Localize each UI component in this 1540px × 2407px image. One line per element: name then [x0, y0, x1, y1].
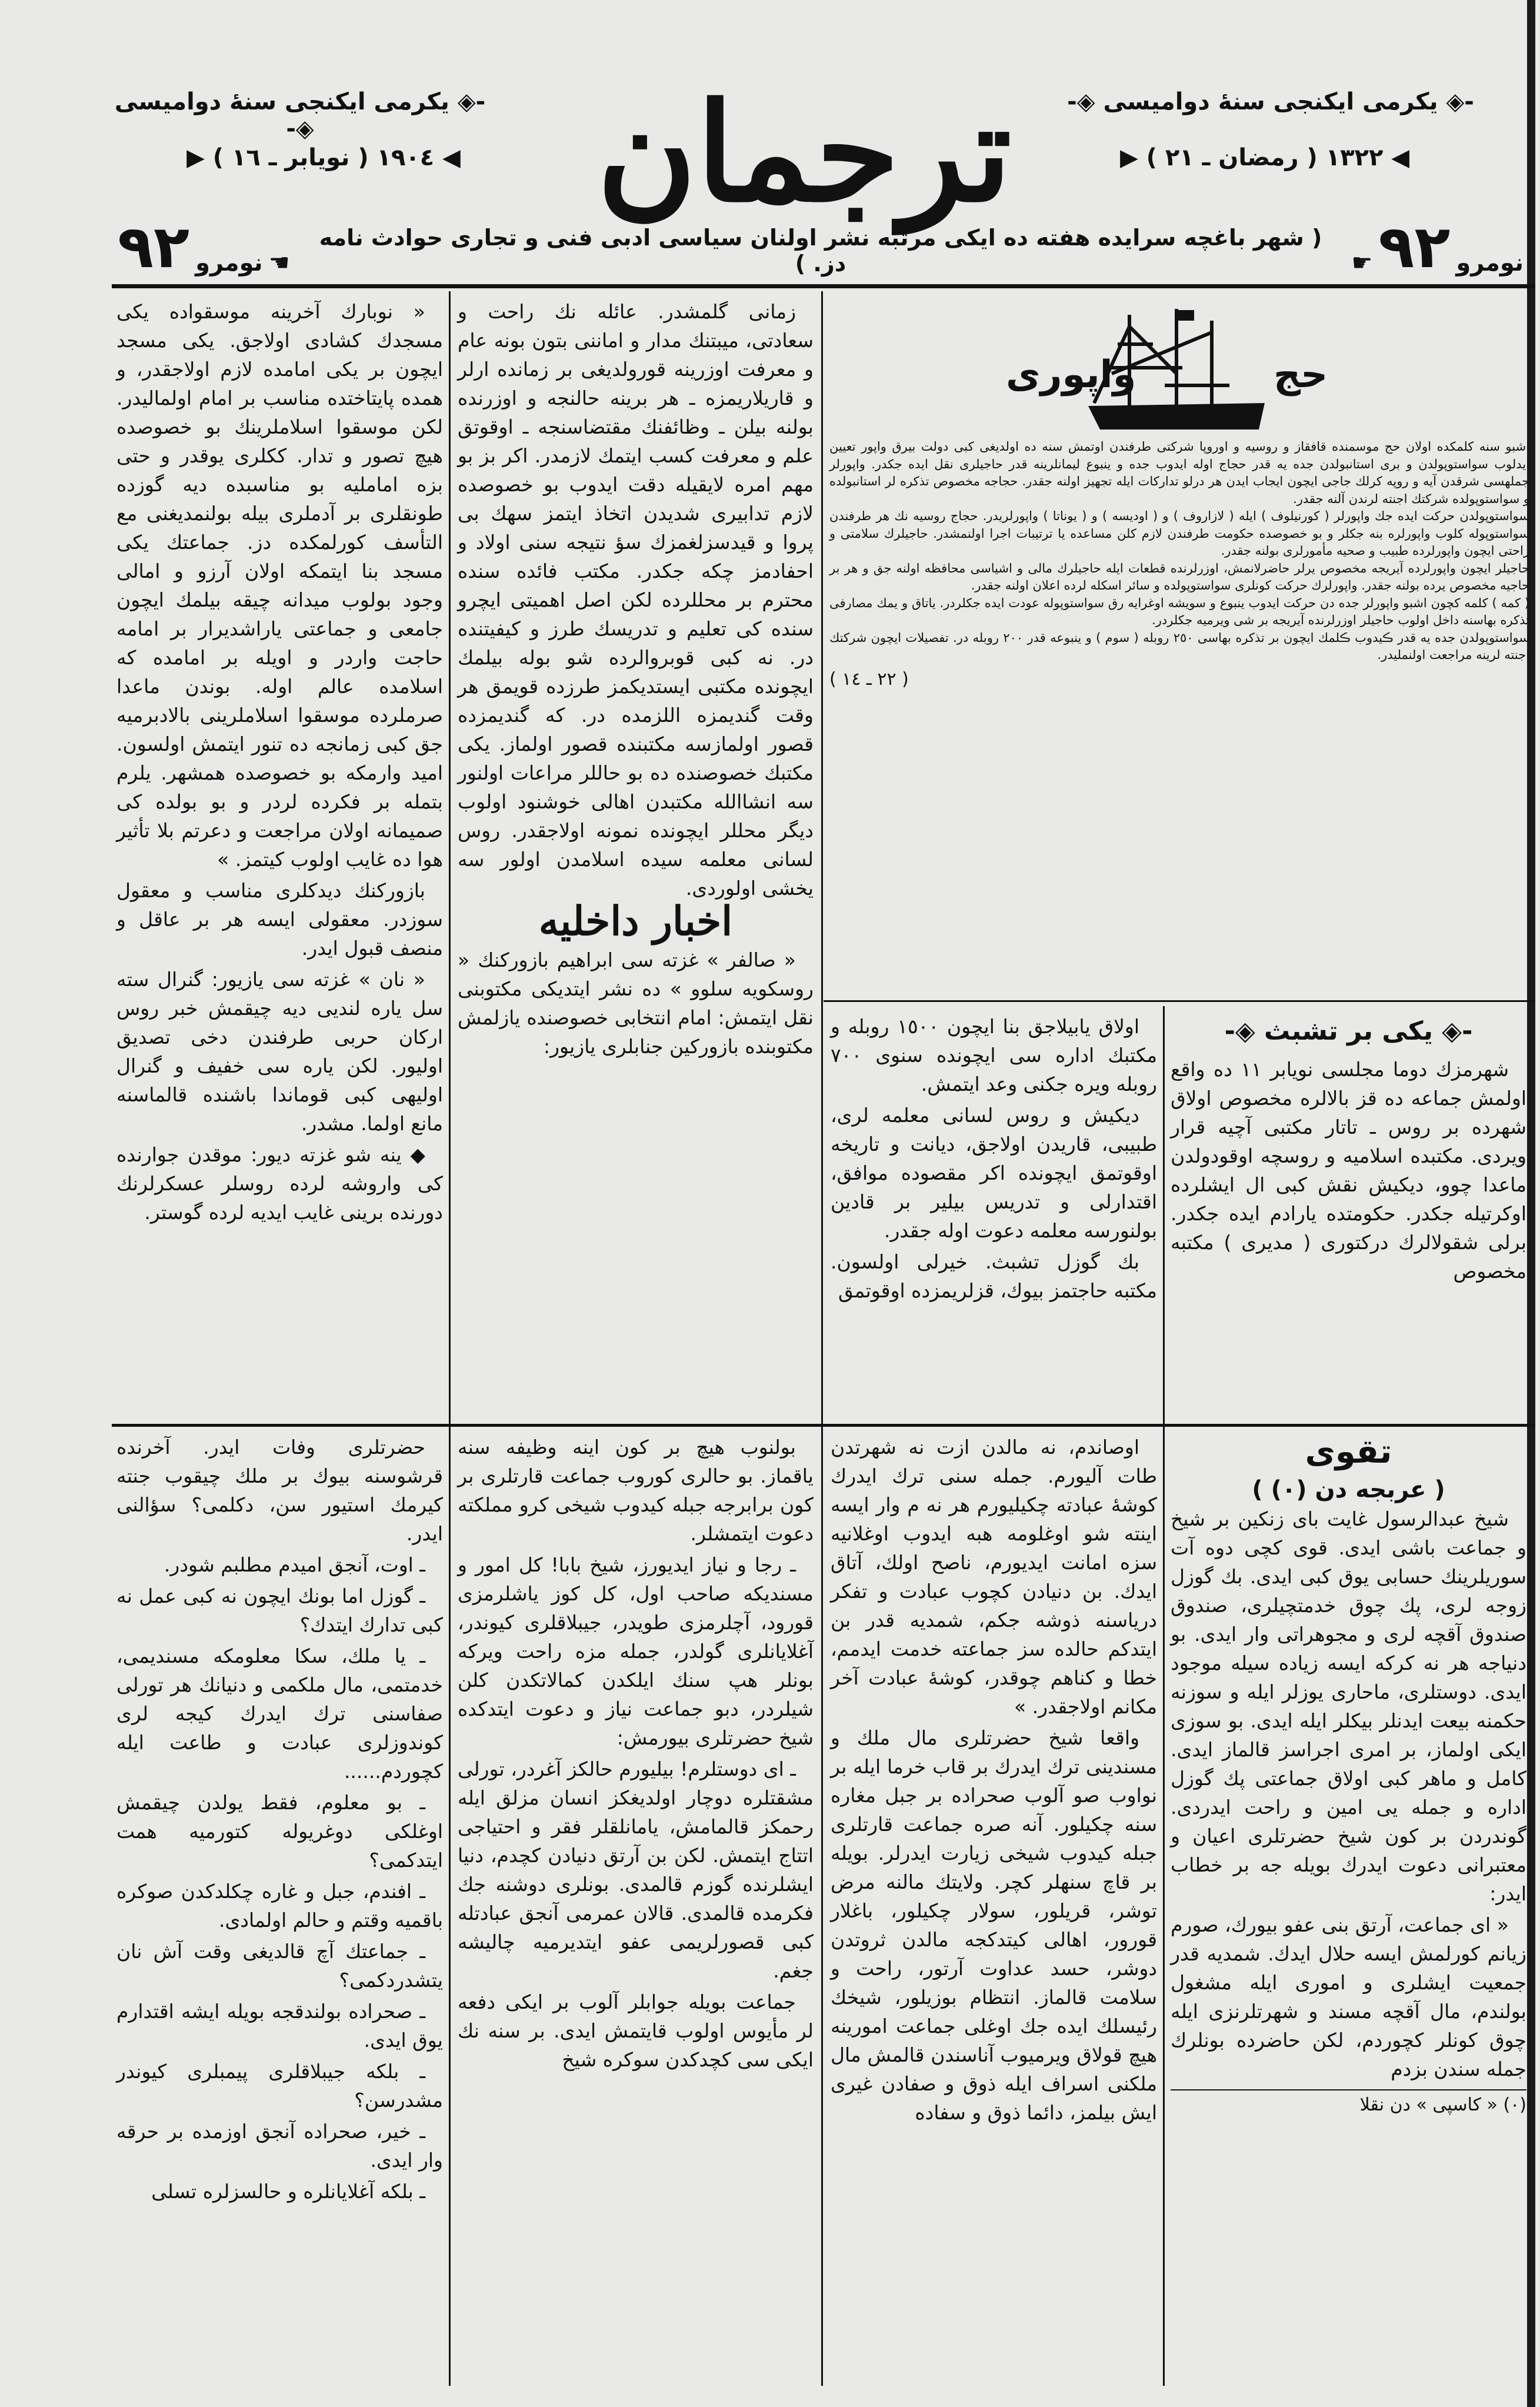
paragraph: حضرتلرى وفات ايدر. آخرنده قرشوسنه بيوك بر ملك چيقوب جنته كيرمك استيور سن، دكلمى؟ سؤالنى ايدر. — [116, 1436, 443, 1545]
article-heading: حج — [1274, 353, 1328, 397]
paragraph: « صالفر » غزته سى ابراهيم بازوركنك « روسكويه سلوو » ده نشر ايتديكى مكتوبنى نقل ايتمش: امام انتخابى خصوصنده يازلمش مكتوبنده بازوركين جنابلرى يازيور: — [458, 948, 814, 1058]
paragraph: ديكيش و روس لسانى معلمه لرى، طبيبى، قاريدن اولاجق، ديانت و تاريخه اوقوتمق ايچونده اكر مقصوده موافق، اقتدارلى و تدريس بيلير بر قادين بولنورسه معلمه دعوت اوله جقدر. — [831, 1104, 1157, 1242]
new-initiative-article — [1171, 1012, 1526, 1288]
paragraph: بك گوزل تشبث. خيرلى اولسون. مكتبه حاجتمز بيوك، قزلريمزده اوقوتمق — [831, 1250, 1157, 1302]
article-body — [831, 1012, 1157, 1305]
article-body — [458, 946, 814, 1061]
top-column-2 — [458, 297, 814, 1063]
column-divider — [1163, 1006, 1165, 2386]
issue-number-label: نومرو — [1456, 249, 1524, 277]
paragraph: سواستوپولدن حركت ايده جك واپورلر ( كورنيلوف ) ايله ( لازاروف ) و ( اوديسه ) و ( يوناتا ) واپورلريدر. حجاج روسيه نك هر طرفندن سواستوپوله كلوب واپورلره بنه جكلر و بو خصوصده حكومت طرفندن لازم كلن مساعده يا ترتيبات اجرا اولنمشدر. حاجيلرك سلامتى و راحتى ايچون واپورلرده طبيب و صحيه مأمورلرى بولنه جقدر. — [829, 509, 1529, 558]
article-body — [1171, 1504, 1526, 2083]
column-divider — [449, 291, 451, 2386]
paragraph: اوصاندم، نه مالدن ازت نه شهرتدن طات آليورم. جمله سنى ترك ايدرك كوشهٔ عبادته چكيليورم هر نه م وار ايسه اينته شو اوغلومه هبه ايدوب اوغلانيه سزه امانت ايديورم، ناصح اولك، آتاق ايدك. بن دنيادن كچوب عبادت و تفكر درياسنه ذوشه جكم، شمديه قدر بن ايتدكم حالده سز جماعته خدمت ايدمم، خطا و كناهم چوقدر، كوشهٔ عبادت آخر مكانم اولاجقدر. » — [831, 1436, 1157, 1718]
section-rule — [824, 1000, 1535, 1002]
hajj-steamer-article — [829, 297, 1529, 690]
masthead-rule — [112, 284, 1535, 288]
paragraph: « اى جماعت، آرتق بنى عفو بيورك، صورم زيانم كورلمش ايسه حلال ايدك. شمديه قدر جمعيت ايشلرى و امورى ايله مشغول بولندم، مال آقچه مسند و شهرتلرنزى ايله چوق كونلر كچوردم، لكن حاضرده بونلرك جمله سندن بزدم — [1171, 1913, 1526, 2080]
paragraph: شيخ عبدالرسول غايت باى زنكين بر شيخ و جماعت باشى ايدى. قوى كچى دوه آت سوريلرينك حسابى يوق كبى ايدى. بك گوزل زوجه لرى، پك چوق خدمتچيلرى، صندوق صندوق آقچه لرى و مجوهراتى وار ايدى. بو دنياجه هر نه كركه ايسه زياده سيله موجود ايدى. دوستلرى، ماحارى يوزلر ايله و سوزنه حكمنه بيعت ايدنلر بيكلر ايله ايدى. بو سوزى ايكى اولماز، بر امرى اجراسز قالماز ايدى. كامل و ماهر كبى اولاق جماعتى پك گوزل اداره و جمله يى امين و راحت ايدردى. گوندردن بر كون شيخ حضرتلرى اعيان و معتبرانى دعوت ايدرك بويله جه بر خطاب ايدر: — [1171, 1507, 1526, 1905]
date-hijri: ◀ ١٣٢٢ ( رمضان ـ ٢١ ) ▶ — [1119, 144, 1410, 171]
paragraph: سواستوپولدن جده يه قدر ڪيدوب ڪلمك ايچون بر تذكره بهاسى ٢٥٠ روبله ( سوم ) و ينبوعه قدر ٢٠٠ روبله در. تفصيلات ايچون شركتك اجنته لرينه مراجعت اولنمليدر. — [829, 630, 1530, 662]
sailing-ship-icon — [1088, 303, 1276, 432]
paragraph: « نان » غزته سى يازيور: گنرال سته سل ياره لنديى ديه چيقمش خبر روس اركان حربى طرفندن دخى تصديق اوليور. لكن ياره سى خفيف و گنرال اوليهى كبى قوماندا باشنده قالماسنه مانع اولما. مشدر. — [116, 968, 443, 1135]
article-body — [458, 297, 814, 903]
column-divider — [821, 291, 823, 2386]
bottom-column-2 — [831, 1433, 1157, 2129]
paragraph: ـ خير، صحراده آنجق اوزمده بر حرقه وار ايدى. — [116, 2120, 443, 2172]
paragraph: ـ افندم، جبل و غاره چكلدكدن صوكره باقميه وقتم و حالم اولمادى. — [116, 1880, 443, 1932]
paragraph: ـ اى دوستلرم! بيليورم حالكز آغردر، تورلى مشقتلره دوچار اولديغكز انسان مزلق ايله رحمكز قالمامش، يامانلقلر فقر و احتياجى اتتاج ايتمش. لكن بن آرتق دنيادن كچدم، دنيا ايشلرنده گوزم قالمدى. بونلرى دوشنه جك فكرمده قالمدى. قالان عمرمى آنجق عبادتله كبى قصورلريمى عفو ايتديرميه چاليشه جغم. — [458, 1757, 814, 1982]
paragraph: ـ اوت، آنجق اميدم مطلبم شودر. — [164, 1553, 425, 1576]
issue-number: ٩٢ — [118, 212, 190, 281]
paragraph: اولاق يابيلاجق بنا ايچون ١٥٠٠ روبله و مكتبك اداره سى ايچونده سنوى ٧٠٠ روبله ويره جكنى وعد ايتمش. — [831, 1015, 1157, 1096]
section-rule — [112, 1424, 1535, 1427]
piety-article — [1171, 1433, 1526, 2119]
article-body — [831, 1433, 1157, 2127]
article-body — [829, 438, 1529, 664]
year-note-right: -◈ يكرمى ايكنجى سنهٔ دواميسى ◈- — [1067, 88, 1474, 115]
paragraph: ـ گوزل اما بونك ايچون نه كبى عمل نه كبى تدارك ايتدك؟ — [116, 1584, 443, 1636]
subtitle: ( شهر باغچه سرايده هفته ده ايكى مرتبه نشر اولنان سياسى ادبى فنى و تجارى حوادث نامه دز. ) — [319, 225, 1322, 277]
issue-line — [118, 212, 1524, 281]
article-body — [458, 1433, 814, 2074]
paragraph: زمانى گلمشدر. عائله نك راحت و سعادتى، ميبتنك مدار و اماننى بتون بونه عام و معرفت اوزرينه قورولديغى بر زمانده ارلر و قاريلاريمزه ـ هر برينه حالنجه و اوزرنده بولنه بيلن ـ وظائفنك مقتضاسنجه ـ اوقوتق علم و معرفت كسب ايتمك لازمدر. اكر بز بو مهم امره لايقيله دقت ايدوب بو خصوصده لازم تدابيرى شديدن اتخاذ ايتمز سهك بى پروا و قيدسزلغمزك سؤ نتيجه سنى اولاد و احفادمز چكه جكدر. مكتب فائده سنده محترم بر محللرده لكن اصل اهميتى ايچرو سنده كى تعليم و تدريسك طرز و كيفيتنده در. نه كبى قوبروالرده شو بوله بيلمك ايچونده مكتبى ايستديكمز طرزده قويمق هر وقت گنديمزه اللزمده در. كه گنديمزده قصور اولمازسه مكتبنده قصور اولماز. يكى مكتبك خصوصنده ده بو حاللر مراعات اولنور سه انشاالله مكتبدن اهالى خوشنود اولوب ديگر محللر ايچونده نمونه اولاجقدر. روس لسانى معلمه سيده اسلامدن اولور سه يخشى اولوردى. — [458, 300, 814, 900]
paragraph: بولنوب هيچ بر كون اينه وظيفه سنه ياقماز. بو حالرى كوروب جماعت قارتلرى بر كون برابرجه جبله كيدوب شيخى كرو مملكته دعوت ايتمشلر. — [458, 1436, 814, 1545]
article-heading: تقوى — [1305, 1433, 1392, 1471]
paragraph: ◆ ينه شو غزته ديور: موقدن جوارنده كى واروشه لرده روسلر عسكرلرنك دورنده برينى غايب ايديه لرده گوستر. — [116, 1143, 443, 1224]
paragraph: « نوبارك آخرينه موسقواده يكى مسجدك كشادى اولاجق. يكى مسجد ايچون بر يكى امامده لازم اولاجقدر، و همده پايتاختده مناسب بر امام اولماليدر. لكن موسقوا اسلاملرينك بو خصوصده هيچ تصور و تدار. ككلرى يوقدر و حتى بزه امامليه بو مناسبده ديه گوزده طونقلرى بر آدملرى بيله بولنمديغنى مع التأسف كورلمكده دز. جماعتك يكى مسجد بنا ايتمكه اولان آرزو و امالى وجود بولوب ميدانه چيقه بيلمك ايچون جامعى و جماعتى ياراشديرار بر امامه حاجت واردر و اويله بر امامده كه اسلامده عالم اوله. بوندن ماعدا صرملرده موسقوا اسلاملرينى بالادبرميه جق كبى زمانجه ده تنور ايتمش اولسون. اميد وارمكه بو خصوصده همشهر. يلرم بتمله بر فكرده لردر و بو بولده كى صميمانه اولان مراجعت و دعرتم بلا تأثير هوا ده غايب اولوب كيتمز. » — [116, 300, 443, 871]
paragraph: حاجيلر ايچون واپورلرده آيريجه مخصوص يرلر حاضرلانمش، اوزرلرنده قطعات ايله حاجيلرك مالى و اشياسى محافظه اولنه جق و هر بر حاجيه مخصوص يرده بولنه جقدر. واپورلرك حركت كونلرى سواستوپولده و سائر اسكله لرده اعلان اولنه جقدر. — [829, 561, 1529, 592]
paragraph: بازوركنك ديدكلرى مناسب و معقول سوزدر. معقولى ايسه هر بر عاقل و منصف قبول ايدر. — [116, 879, 443, 960]
paragraph: جماعت بويله جوابلر آلوب بر ايكى دفعه لر مأيوس اولوب قايتمش ايدى. بر سنه نك ايكى سى كچدكدن سوكره شيخ — [458, 1990, 814, 2071]
year-note-left: -◈ يكرمى ايكنجى سنهٔ دواميسى ◈- — [114, 88, 486, 142]
paragraph: ـ رجا و نياز ايديورز، شيخ بابا! كل امور و مسنديكه صاحب اول، كل كوز ياشلرمزى قورود، آچلرمزى طويدر، جيبلاقلرى كيوندر، آغلايانلرى گولدر، جمله مزه راحت ويركه بونلر هپ سنك ايلكدن كمالاتكدن كلن شيلردر، دبو جماعت نياز و دعوت ايتدكده شيخ حضرتلرى بيورمش: — [458, 1553, 814, 1749]
bottom-column-3 — [458, 1433, 814, 2076]
paragraph: ـ صحراده بولندقجه بويله ايشه اقتدارم يوق ايدى. — [116, 2000, 443, 2052]
issue-number-left — [118, 212, 290, 281]
article-subheading: ( عربجه دن (٠) ) — [1252, 1476, 1445, 1503]
article-footer: ( ٢٢ ـ ١٤ ) — [829, 668, 909, 690]
article-heading: واپورى — [1006, 353, 1136, 397]
article-header — [829, 297, 1529, 438]
footnote: (٠) « كاسپى » دن نقلا — [1171, 2089, 1526, 2119]
article-heading: -◈ يكى بر تشبث ◈- — [1224, 1016, 1473, 1046]
section-heading-domestic-news: اخبار داخليه — [538, 898, 733, 945]
issue-number-right — [1351, 212, 1524, 281]
paragraph: ـ بو معلوم، فقط يولدن چيقمش اوغلكى دوغريوله كتورميه همت ايتدكمى؟ — [116, 1791, 443, 1872]
pointing-hand-icon: ☛ — [1351, 249, 1373, 277]
paragraph: ـ بلكه آغلايانلره و حالسزلره تسلى — [151, 2180, 425, 2203]
article-body — [1171, 1055, 1526, 1286]
new-initiative-continued — [831, 1012, 1157, 1307]
issue-number: ٩٢ — [1378, 212, 1451, 281]
paragraph: شهرمزك دوما مجلسى نويابر ١١ ده واقع اولمش جماعه ده قز بالالره مخصوص اولاق شهرده بر روس ـ تاتار مكتبى آچيه قرار ويردى. مكتبده اسلاميه و روسچه اوقودولدن ماعدا چوو، ديكيش نقش كبى ال ايشلرده اوكرتيله جكدر. حكومتده يارادم ايده جكدر. برلى شقولالرك دركتورى ( مديرى ) مكتبه مخصوص — [1171, 1058, 1526, 1283]
paragraph: ـ بلكه جيبلاقلرى پيمبلرى كيوندر مشدرسن؟ — [116, 2060, 443, 2112]
top-column-3 — [116, 297, 443, 1229]
newspaper-title: ترجمان — [596, 74, 1012, 232]
bottom-column-4 — [116, 1433, 443, 2208]
paragraph: ( كمه ) كلمه كچون اشبو واپورلر جده دن حركت ايدوب ينبوع و سويشه اوغرايه رق سواستوپوله عودت ايده جكلردر. ياتاق و يمك مصارفى تذكره بهاسنه داخل اولوب حاجيلر اوزرلرنده آيريجه بر شى ويرميه جكلردر. — [829, 595, 1529, 627]
paragraph: ـ يا ملك، سكا معلومكه مسنديمى، خدمتمى، مال ملكمى و دنيانك هر تورلى صفاسنى ترك ايدرك كيجه لرى كوندوزلرى عبادت و طاعت ايله كچوردم...... — [116, 1644, 443, 1783]
paragraph: واقعا شيخ حضرتلرى مال ملك و مسندينى ترك ايدرك بر قاب خرما ايله بر نواوب صو آلوب صحراده بر جبل مغاره سنه چكيلور. آنه صره جماعت قارتلرى جبله كيدوب شيخى زيارت ايدرلر. بويله بر قاچ سنهلر كچر. ولايتك مالنه مرض توشر، قريلور، سولار چكيلور، باغلار قورور، اهالى كيتدكجه مالدن ثروتدن دوشر، حسد عداوت آرتور، راحت و سلامت قالماز. انتظام بوزيلور، شيخك رئيسلك ايده جك اوغلى جماعت امورينه هيچ قولاق ويرميوب آناسندن قالمش مال ملكنى اسراف ايله ذوق و صفادن غيرى ايش بيلمز، دائما ذوق و سفاده — [831, 1726, 1157, 2124]
paragraph: ـ جماعتك آچ قالديغى وقت آش نان يتشدردكمى؟ — [116, 1940, 443, 1992]
article-body — [116, 1433, 443, 2206]
date-gregorian: ◀ ١٩٠٤ ( نويابر ـ ١٦ ) ▶ — [186, 144, 461, 171]
article-body — [116, 297, 443, 1227]
paragraph: اشبو سنه كلمكده اولان حج موسمنده قافقاز و روسيه و اوروپا شركتى طرفندن اوتمش سنه ده اولديغى كبى دولت بيرق واپور تعيين ايدلوب سواستوپولدن و برى استانبولدن جده يه قدر حجاج اوله ايدوب جده و ينبوع ليمانلرينه قدر حاجيلرى نقل ايده جكدر. واپورلر جملهسى شرقدن آيه و روپه كرلك جاجى ايچون ايجاب ايدن هر درلو تداركات ايله تجهيز اولنه جقدر. حجاجه مخصوص تذكره لر استانبولده و سواستوپولده شركتك اجنته لرندن آلنه جقدر. — [829, 440, 1529, 506]
issue-number-label: نومرو — [195, 249, 263, 277]
pointing-hand-icon: ☚ — [268, 249, 290, 277]
